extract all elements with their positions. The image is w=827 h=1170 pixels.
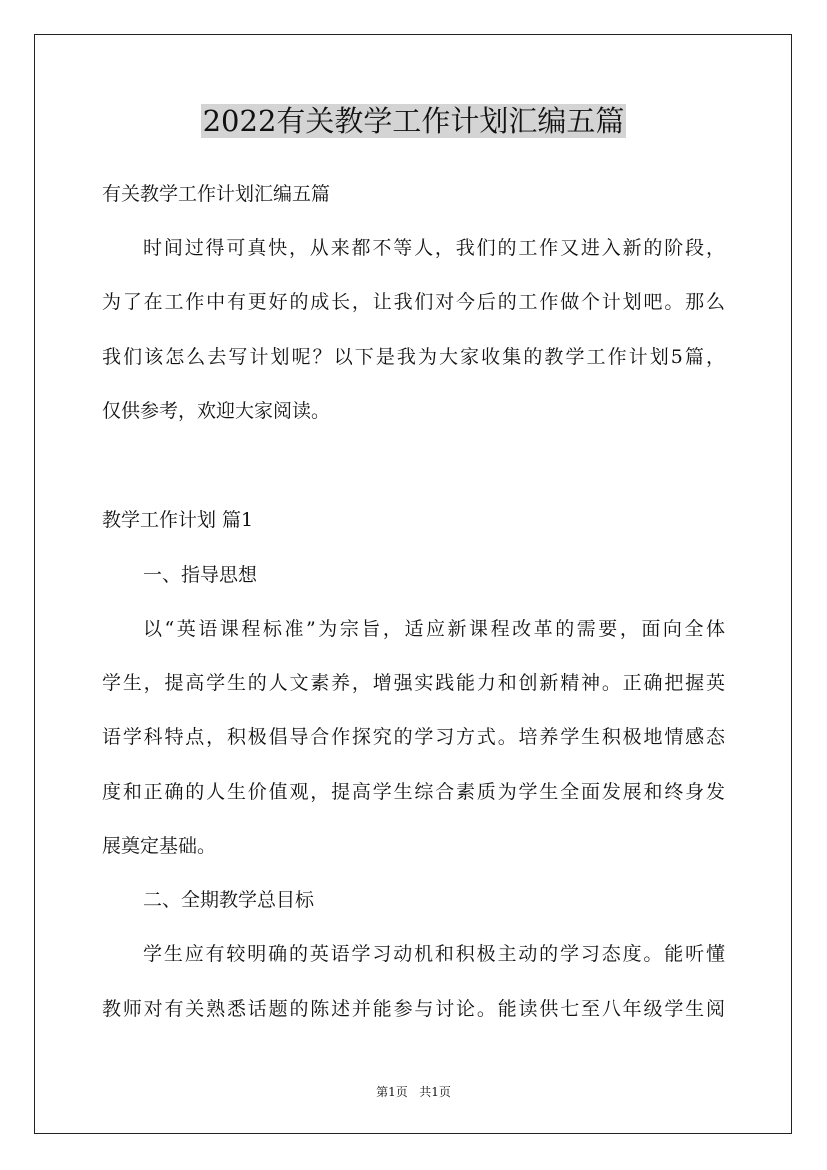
chapter-heading: 教学工作计划 篇1 [102, 509, 254, 531]
paragraph-line: 度和正确的人生价值观，提高学生综合素质为学生全面发展和终身发 [102, 781, 725, 803]
paragraph-line: 以“英语课程标准”为宗旨，适应新课程改革的需要，面向全体 [143, 618, 725, 640]
subsection-heading: 二、全期教学总目标 [143, 889, 315, 911]
paragraph-line: 为了在工作中有更好的成长，让我们对今后的工作做个计划吧。那么 [102, 291, 725, 313]
paragraph-line: 仅供参考，欢迎大家阅读。 [102, 400, 331, 422]
document-title [0, 99, 827, 143]
paragraph-line: 学生应有较明确的英语学习动机和积极主动的学习态度。能听懂 [143, 943, 725, 965]
document-title-text: 2022有关教学工作计划汇编五篇 [202, 104, 625, 138]
paragraph-line: 时间过得可真快，从来都不等人，我们的工作又进入新的阶段， [143, 237, 725, 259]
subsection-heading: 一、指导思想 [143, 564, 258, 586]
page-footer: 第1页 共1页 [376, 1085, 451, 1099]
section-heading: 有关教学工作计划汇编五篇 [102, 183, 331, 205]
paragraph-line: 展奠定基础。 [102, 835, 217, 857]
paragraph-line: 学生，提高学生的人文素养，增强实践能力和创新精神。正确把握英 [102, 672, 725, 694]
paragraph-line: 教师对有关熟悉话题的陈述并能参与讨论。能读供七至八年级学生阅 [102, 998, 725, 1020]
paragraph-line: 语学科特点，积极倡导合作探究的学习方式。培养学生积极地情感态 [102, 726, 725, 748]
paragraph-line: 我们该怎么去写计划呢？以下是我为大家收集的教学工作计划5篇， [102, 346, 725, 368]
